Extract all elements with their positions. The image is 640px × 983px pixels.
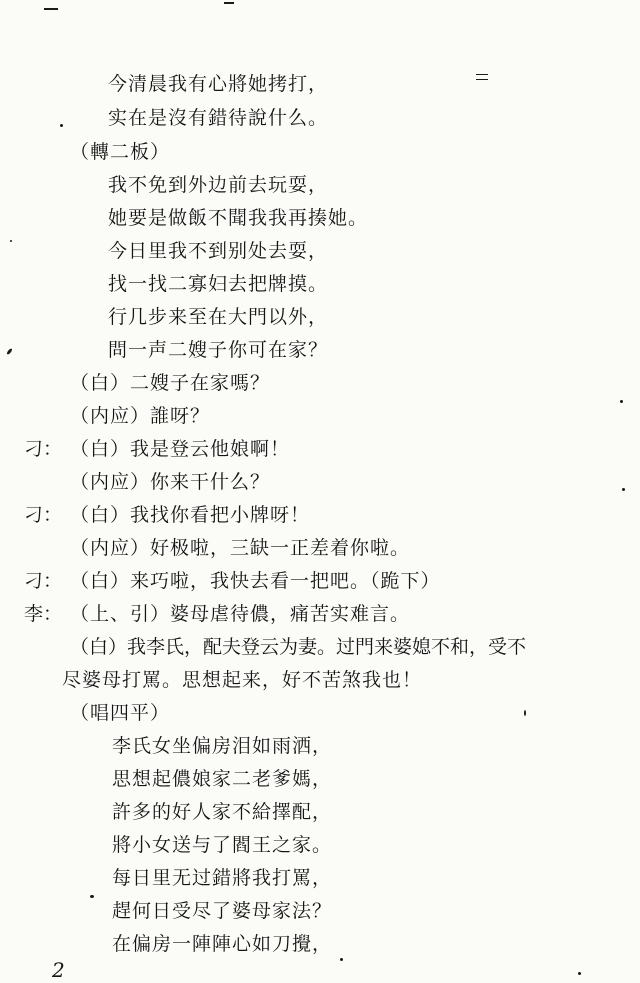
- dialogue-line: （内应）你来干什么？: [70, 471, 271, 493]
- scan-speck: [6, 348, 13, 355]
- verse-line: 將小女送与了閻王之家。: [112, 834, 333, 856]
- verse-line: 她要是做飯不聞我我再揍她。: [108, 207, 369, 229]
- stage-direction: （轉二板）: [70, 141, 171, 163]
- speaker-label: 刁：: [24, 438, 63, 460]
- scan-speck: [340, 958, 343, 961]
- dialogue-line: （白）我是登云他娘啊！: [70, 438, 291, 460]
- scan-speck: [578, 972, 581, 975]
- stage-direction: （唱四平）: [70, 702, 171, 724]
- dialogue-line: （白）来巧啦，我快去看一把吧。（跪下）: [70, 570, 441, 592]
- verse-line: 找一找二寡妇去把牌摸。: [108, 273, 329, 295]
- verse-line: 許多的好人家不給擇配，: [112, 801, 333, 823]
- verse-line: 趕何日受尽了婆母家法？: [112, 900, 333, 922]
- verse-line: 在偏房一陣陣心如刀攪，: [112, 933, 333, 955]
- scan-speck: [622, 488, 625, 491]
- scan-mark: [476, 79, 488, 80]
- verse-line: 今日里我不到别处去耍，: [108, 240, 329, 262]
- verse-line: 思想起儂娘家二老爹媽，: [112, 768, 333, 790]
- dialogue-line: （内应）好极啦，三缺一正差着你啦。: [70, 537, 411, 559]
- page-number: 2: [52, 958, 65, 982]
- verse-line: 我不免到外边前去玩耍，: [108, 174, 329, 196]
- scan-mark: [44, 8, 58, 10]
- speaker-label: 刁：: [24, 570, 63, 592]
- dialogue-line: 尽婆母打罵。思想起来，好不苦煞我也！: [62, 669, 423, 691]
- verse-line: 每日里无过錯將我打罵，: [112, 867, 333, 889]
- verse-line: 实在是沒有錯待說什么。: [108, 107, 329, 129]
- speaker-label: 刁：: [24, 504, 63, 526]
- dialogue-line: （白）我找你看把小牌呀！: [70, 504, 311, 526]
- scan-speck: [620, 400, 623, 403]
- verse-line: 今清晨我有心將她拷打，: [108, 73, 329, 95]
- dialogue-line: （内应）誰呀？: [70, 405, 211, 427]
- verse-line: 問一声二嫂子你可在家？: [108, 339, 329, 361]
- scan-speck: [10, 240, 12, 242]
- dialogue-line: （白）我李氏，配夫登云为妻。过門来婆媳不和，受不: [70, 636, 527, 658]
- verse-line: 行几步来至在大門以外，: [108, 306, 329, 328]
- scan-speck: [60, 124, 63, 127]
- verse-line: 李氏女坐偏房泪如雨洒，: [112, 735, 333, 757]
- speaker-label: 李：: [24, 603, 63, 625]
- dialogue-line: （上、引）婆母虐待儂，痛苦实难言。: [70, 603, 411, 625]
- scan-speck: [90, 895, 94, 898]
- scan-speck: [524, 710, 526, 716]
- scan-mark: [224, 2, 234, 4]
- scan-mark: [476, 74, 488, 75]
- dialogue-line: （白）二嫂子在家嗎？: [70, 372, 271, 394]
